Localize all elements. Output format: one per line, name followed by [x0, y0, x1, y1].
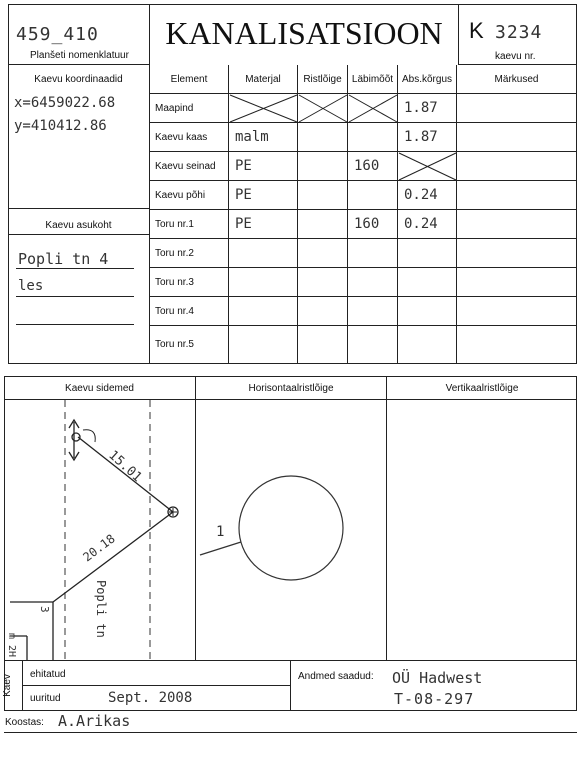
cell-material: malm — [229, 123, 298, 152]
cell-elevation: 1.87 — [398, 94, 457, 123]
column-header-element: Element — [150, 65, 229, 94]
cell-diameter — [348, 326, 398, 364]
row-label: Toru nr.4 — [150, 297, 229, 326]
cell-material — [229, 239, 298, 268]
cell-material: PE — [229, 152, 298, 181]
compiled-by-label: Koostas: — [5, 717, 44, 728]
coord-x: x=6459022.68 — [14, 95, 116, 111]
street-label: Popli tn — [94, 580, 108, 638]
row-label: Toru nr.1 — [150, 210, 229, 239]
cell-elevation — [398, 152, 457, 181]
building-label: m 2H — [6, 633, 17, 658]
cell-notes — [457, 210, 577, 239]
cell-notes — [457, 181, 577, 210]
well-prefix: K — [469, 18, 484, 43]
location-label: Kaevu asukoht — [45, 220, 112, 231]
cell-notes — [457, 123, 577, 152]
inlet-pipe-line — [200, 542, 241, 555]
cell-diameter — [348, 123, 398, 152]
cell-cross-section — [298, 239, 348, 268]
cell-cross-section — [298, 268, 348, 297]
cell-elevation: 0.24 — [398, 210, 457, 239]
tie-distance-2: 20.18 — [80, 531, 118, 565]
cell-diameter — [348, 181, 398, 210]
surveyed-value: Sept. 2008 — [108, 690, 193, 706]
cell-diameter: 160 — [348, 210, 398, 239]
location-line2: les — [18, 278, 44, 294]
row-label: Toru nr.2 — [150, 239, 229, 268]
cell-diameter — [348, 297, 398, 326]
cell-elevation — [398, 268, 457, 297]
pipe-label: 1 — [216, 524, 225, 540]
cell-notes — [457, 239, 577, 268]
row-label: Kaevu kaas — [150, 123, 229, 152]
tie-distance-1: 15.01 — [105, 447, 145, 486]
data-source-label: Andmed saadud: — [298, 671, 374, 682]
nomenclature-box — [8, 4, 150, 65]
cell-elevation: 1.87 — [398, 123, 457, 152]
cell-elevation: 0.24 — [398, 181, 457, 210]
page-title: KANALISATSIOON — [165, 15, 443, 51]
coords-label: Kaevu koordinaadid — [34, 74, 123, 85]
ties-sketch — [5, 400, 195, 660]
cell-cross-section — [298, 123, 348, 152]
cell-elevation — [398, 239, 457, 268]
section-vertical-label: Vertikaalristlõige — [445, 383, 519, 394]
cell-cross-section — [298, 326, 348, 364]
cell-diameter — [348, 268, 398, 297]
row-label: Toru nr.5 — [150, 326, 229, 364]
cell-material — [229, 326, 298, 364]
cell-cross-section — [298, 297, 348, 326]
cell-material: PE — [229, 181, 298, 210]
cell-material: PE — [229, 210, 298, 239]
well-number-value: 3234 — [495, 22, 543, 43]
cell-notes — [457, 326, 577, 364]
section-horizontal-label: Horisontaalristlõige — [248, 383, 334, 394]
nomenclature-value: 459_410 — [16, 24, 99, 45]
cell-material — [229, 297, 298, 326]
cell-diameter — [348, 94, 398, 123]
kaev-label: Kaev — [1, 674, 13, 697]
cell-cross-section — [298, 181, 348, 210]
column-header-elevation: Abs.kõrgus — [398, 65, 457, 94]
well-outline — [239, 476, 343, 580]
row-label: Maapind — [150, 94, 229, 123]
cell-notes — [457, 152, 577, 181]
cell-cross-section — [298, 152, 348, 181]
well-number-box — [458, 4, 577, 65]
cell-cross-section — [298, 210, 348, 239]
cell-elevation — [398, 326, 457, 364]
cell-diameter — [348, 239, 398, 268]
cell-material — [229, 268, 298, 297]
elements-table — [150, 65, 577, 364]
cell-notes — [457, 94, 577, 123]
cell-material — [229, 94, 298, 123]
cell-notes — [457, 268, 577, 297]
cell-diameter: 160 — [348, 152, 398, 181]
column-header-diameter: Läbimõõt — [348, 65, 398, 94]
column-header-cross-section: Ristlõige — [298, 65, 348, 94]
surveyed-label: uuritud — [30, 693, 61, 704]
cell-notes — [457, 297, 577, 326]
compiled-by-value: A.Arikas — [58, 712, 131, 730]
row-label: Kaevu seinad — [150, 152, 229, 181]
data-source-ref: T-08-297 — [394, 690, 475, 708]
horizontal-section-sketch — [196, 400, 386, 660]
data-source-company: OÜ Hadwest — [392, 669, 483, 687]
section-ties-label: Kaevu sidemed — [65, 383, 134, 394]
column-header-material: Materjal — [229, 65, 298, 94]
well-number-label: kaevu nr. — [495, 51, 536, 62]
location-line1: Popli tn 4 — [18, 250, 109, 268]
row-label: Kaevu põhi — [150, 181, 229, 210]
coord-y: y=410412.86 — [14, 118, 107, 134]
built-label: ehitatud — [30, 669, 66, 680]
building-number: 3 — [38, 606, 51, 613]
cell-cross-section — [298, 94, 348, 123]
nomenclature-label: Planšeti nomenklatuur — [30, 50, 129, 61]
column-header-notes: Märkused — [457, 65, 577, 94]
cell-elevation — [398, 297, 457, 326]
row-label: Toru nr.3 — [150, 268, 229, 297]
